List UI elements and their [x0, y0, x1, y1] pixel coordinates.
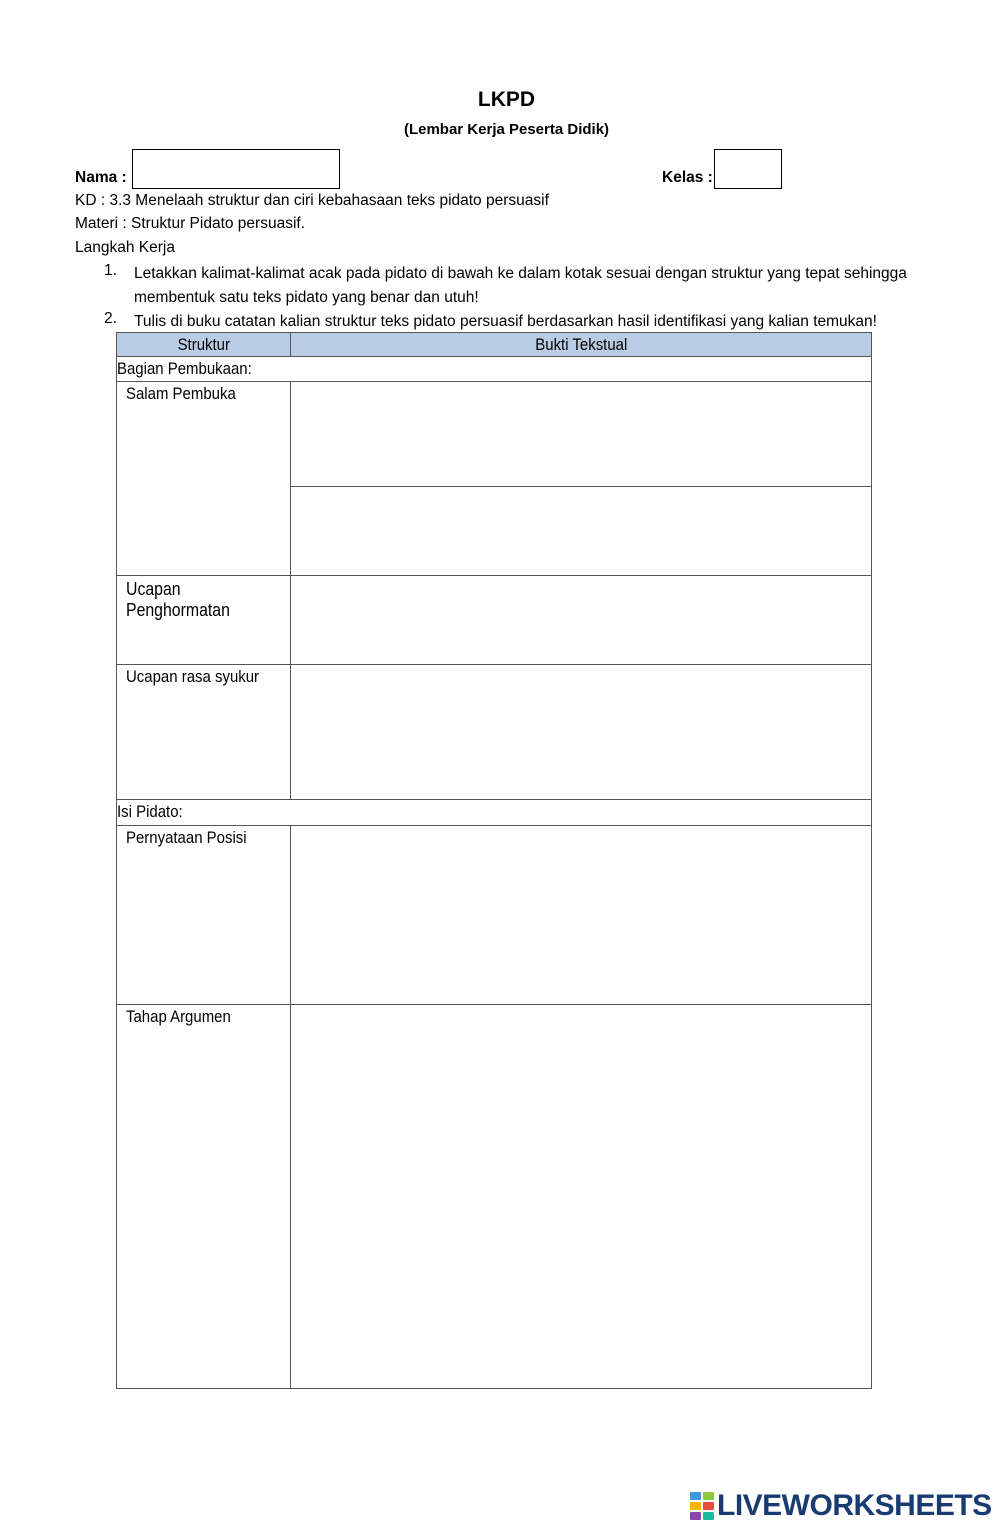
row-label-ucapan: Ucapan Penghormatan [117, 576, 291, 665]
liveworksheets-icon [690, 1492, 714, 1520]
step-text: Tulis di buku catatan kalian struktur teks pidato persuasif berdasarkan hasil identifikasi yang kalian temukan! [134, 313, 877, 330]
row-label-syukur: Ucapan rasa syukur [117, 665, 291, 800]
answer-box-ucapan[interactable] [291, 576, 872, 665]
page-subtitle: (Lembar Kerja Peserta Didik) [403, 121, 610, 138]
structure-table [116, 332, 872, 1389]
kd-text: KD : 3.3 Menelaah struktur dan ciri kebahasaan teks pidato persuasif [75, 192, 549, 209]
answer-box-salam-1[interactable] [291, 382, 872, 487]
section-row-isi: Isi Pidato: [117, 800, 872, 826]
row-label-posisi: Pernyataan Posisi [117, 826, 291, 1005]
langkah-heading: Langkah Kerja [75, 239, 175, 256]
section-row-pembukaan: Bagian Pembukaan: [117, 357, 872, 382]
class-input[interactable] [714, 149, 782, 189]
step-number: 1. [104, 262, 117, 279]
name-label: Nama : [75, 169, 127, 186]
brand-name: LIVEWORKSHEETS [717, 1489, 992, 1522]
row-label-salam: Salam Pembuka [117, 382, 291, 576]
answer-box-posisi[interactable] [291, 826, 872, 1005]
row-label-argumen: Tahap Argumen [117, 1005, 291, 1389]
answer-box-salam-2[interactable] [291, 487, 872, 576]
page-title: LKPD [477, 88, 536, 111]
materi-text: Materi : Struktur Pidato persuasif. [75, 215, 306, 232]
column-header-bukti: Bukti Tekstual [291, 333, 872, 357]
step-text: Letakkan kalimat-kalimat acak pada pidato di bawah ke dalam kotak sesuai dengan struktur yang tepat sehingga membentuk satu teks pidato yang benar dan utuh! [134, 265, 907, 306]
answer-box-syukur[interactable] [291, 665, 872, 800]
name-input[interactable] [132, 149, 340, 189]
step-number: 2. [104, 310, 117, 327]
class-label: Kelas : [662, 169, 713, 186]
answer-box-argumen[interactable] [291, 1005, 872, 1389]
brand-logo [690, 1488, 992, 1524]
column-header-struktur: Struktur [117, 333, 291, 357]
